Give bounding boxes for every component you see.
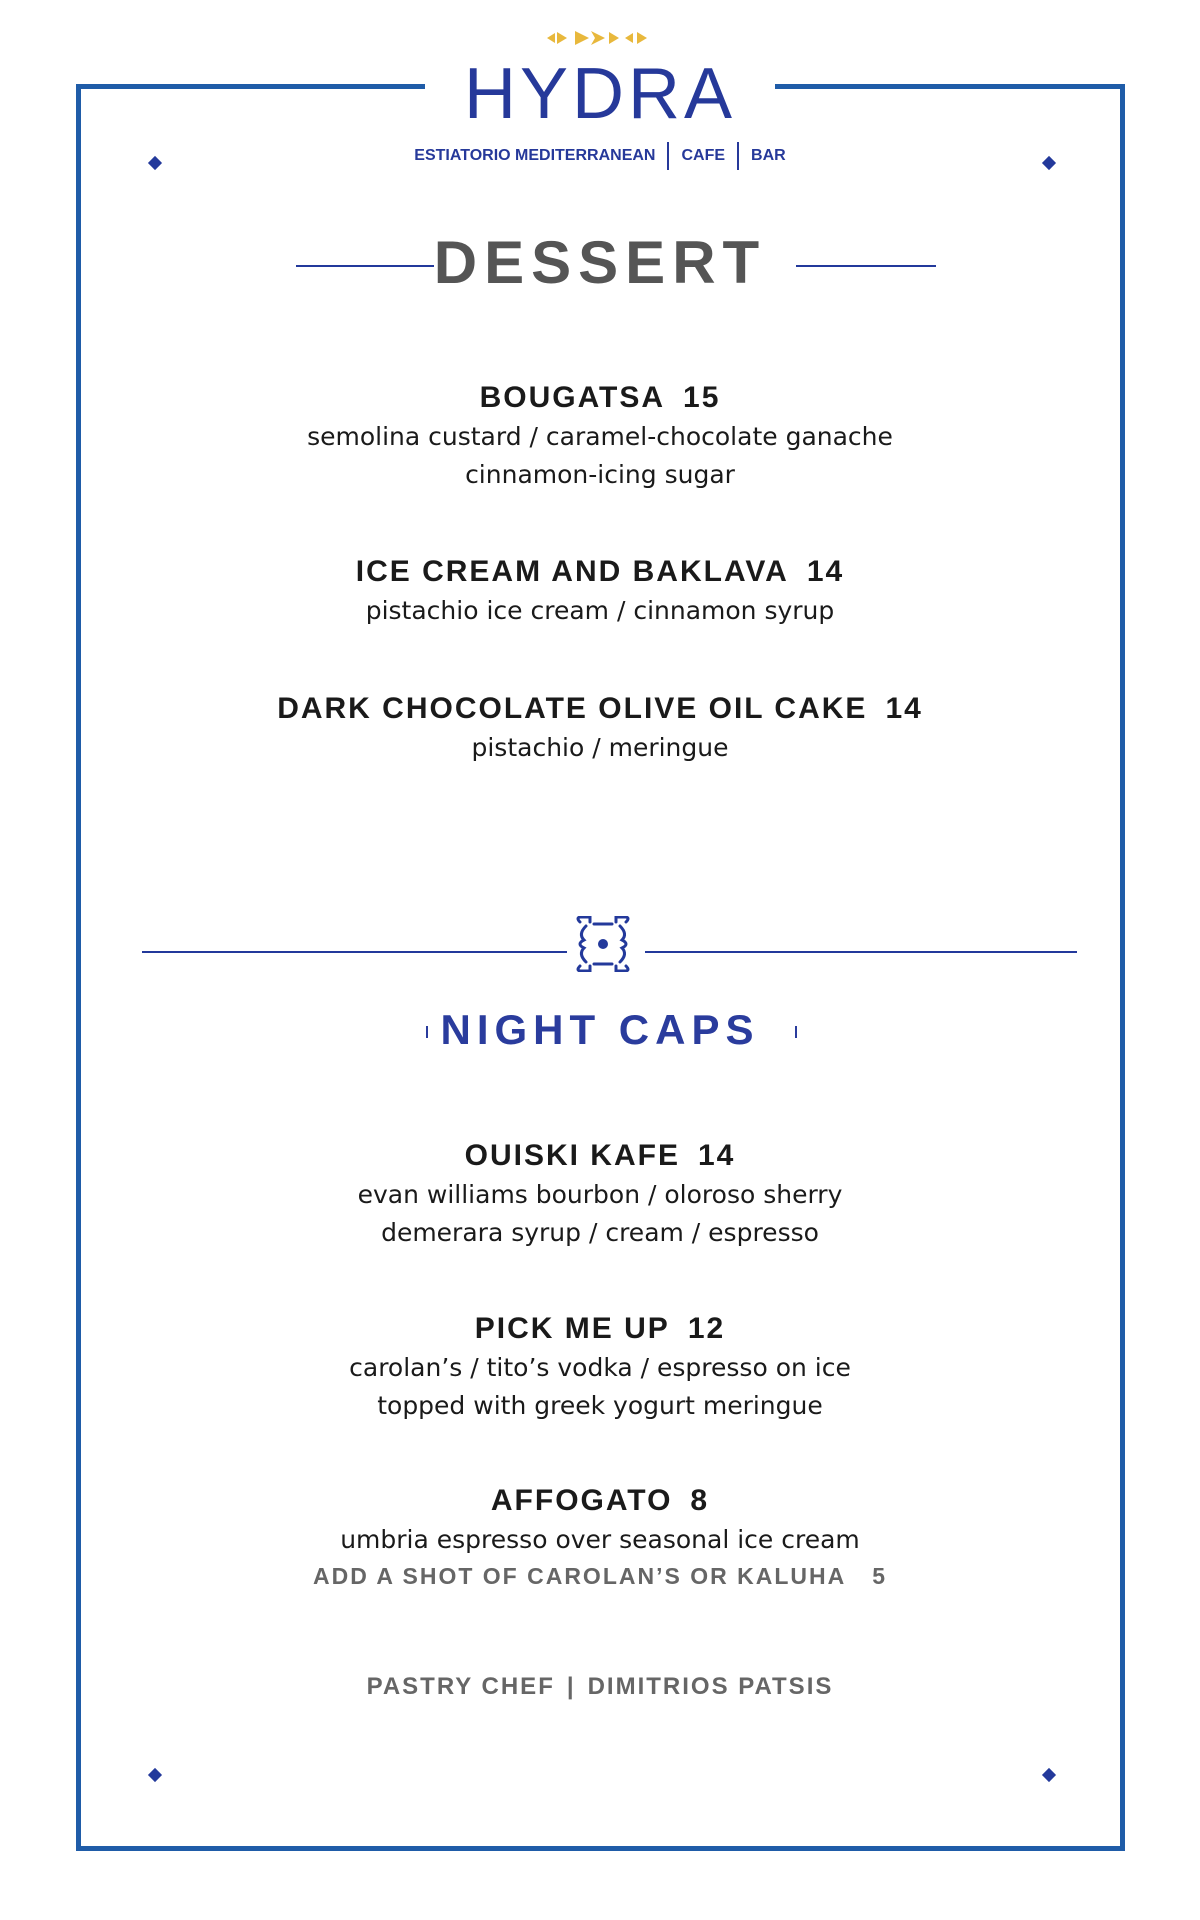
item-description: pistachio / meringue xyxy=(471,733,729,762)
brand-subtitle xyxy=(0,142,1200,170)
item-name: BOUGATSA xyxy=(479,381,666,414)
item-name: DARK CHOCOLATE OLIVE OIL CAKE xyxy=(277,692,868,725)
item-title xyxy=(0,378,1200,418)
item-description: carolan’s / tito’s vodka / espresso on ice xyxy=(349,1353,851,1382)
item-price: 14 xyxy=(697,1139,736,1172)
item-title xyxy=(0,552,1200,592)
item-price: 15 xyxy=(683,381,721,414)
brand-logo: HYDRA xyxy=(463,54,737,134)
item-name: AFFOGATO xyxy=(490,1484,673,1517)
item-description: umbria espresso over seasonal ice cream xyxy=(340,1525,860,1554)
section-title-dessert: DESSERT xyxy=(433,229,767,296)
item-name: PICK ME UP xyxy=(474,1312,670,1345)
section-title-night-caps: NIGHT CAPS xyxy=(440,1006,760,1053)
item-description: topped with greek yogurt meringue xyxy=(377,1391,823,1420)
item-price: 12 xyxy=(687,1312,726,1345)
addon-price: 5 xyxy=(872,1563,888,1589)
item-addon xyxy=(0,1559,1200,1593)
chef-name: DIMITRIOS PATSIS xyxy=(587,1673,834,1700)
chef-role: PASTRY CHEF xyxy=(366,1673,555,1700)
item-title xyxy=(0,1136,1200,1176)
item-name: ICE CREAM AND BAKLAVA xyxy=(355,555,789,588)
menu-item xyxy=(0,552,1200,630)
menu-item xyxy=(0,378,1200,494)
gold-arrows-icon xyxy=(545,28,655,48)
divider-rule-left xyxy=(142,951,567,953)
item-title xyxy=(0,1481,1200,1521)
subtitle-estiatorio: ESTIATORIO MEDITERRANEAN xyxy=(414,147,656,165)
pastry-chef-credit xyxy=(0,1670,1200,1704)
item-name: OUISKI KAFE xyxy=(464,1139,680,1172)
subtitle-cafe: CAFE xyxy=(681,147,726,165)
item-price: 14 xyxy=(885,692,923,725)
item-price: 8 xyxy=(690,1484,710,1517)
menu-item xyxy=(0,1136,1200,1252)
item-description: evan williams bourbon / oloroso sherry xyxy=(357,1180,843,1209)
menu-item xyxy=(0,689,1200,767)
item-description: semolina custard / caramel-chocolate ganache xyxy=(307,422,893,451)
chef-separator: | xyxy=(566,1673,576,1700)
item-description: cinnamon-icing sugar xyxy=(465,460,735,489)
subtitle-bar: BAR xyxy=(751,147,786,165)
item-title xyxy=(0,689,1200,729)
item-price: 14 xyxy=(806,555,845,588)
item-description: pistachio ice cream / cinnamon syrup xyxy=(365,596,835,625)
menu-item xyxy=(0,1309,1200,1425)
addon-text: ADD A SHOT OF CAROLAN’S OR KALUHA xyxy=(312,1563,847,1589)
item-description: demerara syrup / cream / espresso xyxy=(381,1218,819,1247)
item-title xyxy=(0,1309,1200,1349)
menu-item xyxy=(0,1481,1200,1593)
divider-rule-right xyxy=(645,951,1077,953)
greek-ornament-icon xyxy=(572,916,634,972)
